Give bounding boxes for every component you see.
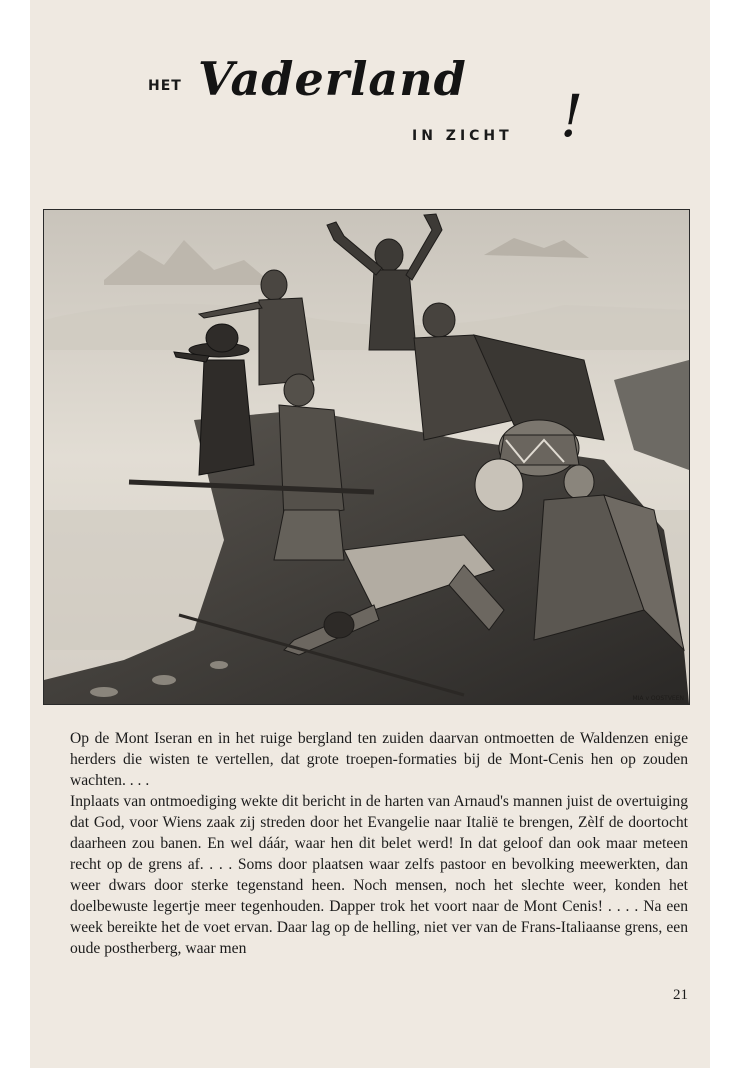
body-text — [70, 728, 688, 959]
stone — [152, 675, 176, 685]
book-page — [30, 0, 710, 1068]
page-number: 21 — [673, 987, 688, 1003]
heading-in-zicht: IN ZICHT — [412, 128, 513, 144]
paragraph: Inplaats van ontmoediging wekte dit bericht in de harten van Arnaud's mannen juist de overtuiging dat God, voor Wiens zaak zij streden door het Evangelie naar Italië te brengen, Zèlf de doortocht daarheen zou banen. En wel dáár, waar hen dit belet werd! In dat geloof dan ook maar meteen recht op de grens af. . . . Soms door plaatsen waar zelfs pastoor en bevolking meewerkten, dan weer dwars door sterke tegenstand heen. Noch mensen, noch het slechte weer, konden het doelbewuste legertje meer tegenhouden. Dapper trok het voort naar de Mont Cenis! . . . . Na een week bereikte het de voet ervan. Daar lag op de helling, niet ver van de Frans-Italiaanse grens, een oude postherberg, waar men — [70, 793, 688, 957]
heading-exclamation: ! — [560, 82, 584, 150]
stone — [210, 661, 228, 669]
chapter-heading — [30, 0, 710, 190]
paragraph: Op de Mont Iseran en in het ruige bergland ten zuiden daarvan ontmoetten de Waldenzen enige herders die wisten te vertellen, dat grote troepen-formaties bij de Mont-Cenis hen op zouden wachten. . . . — [70, 730, 688, 789]
illustration-drawing — [44, 210, 689, 704]
artist-signature: MIA v OOSTVEEN — [632, 695, 684, 702]
stone — [90, 687, 118, 697]
heading-het: HET — [148, 78, 182, 94]
illustration — [43, 209, 690, 705]
drum-head — [475, 459, 523, 511]
heading-vaderland: Vaderland — [198, 52, 467, 106]
